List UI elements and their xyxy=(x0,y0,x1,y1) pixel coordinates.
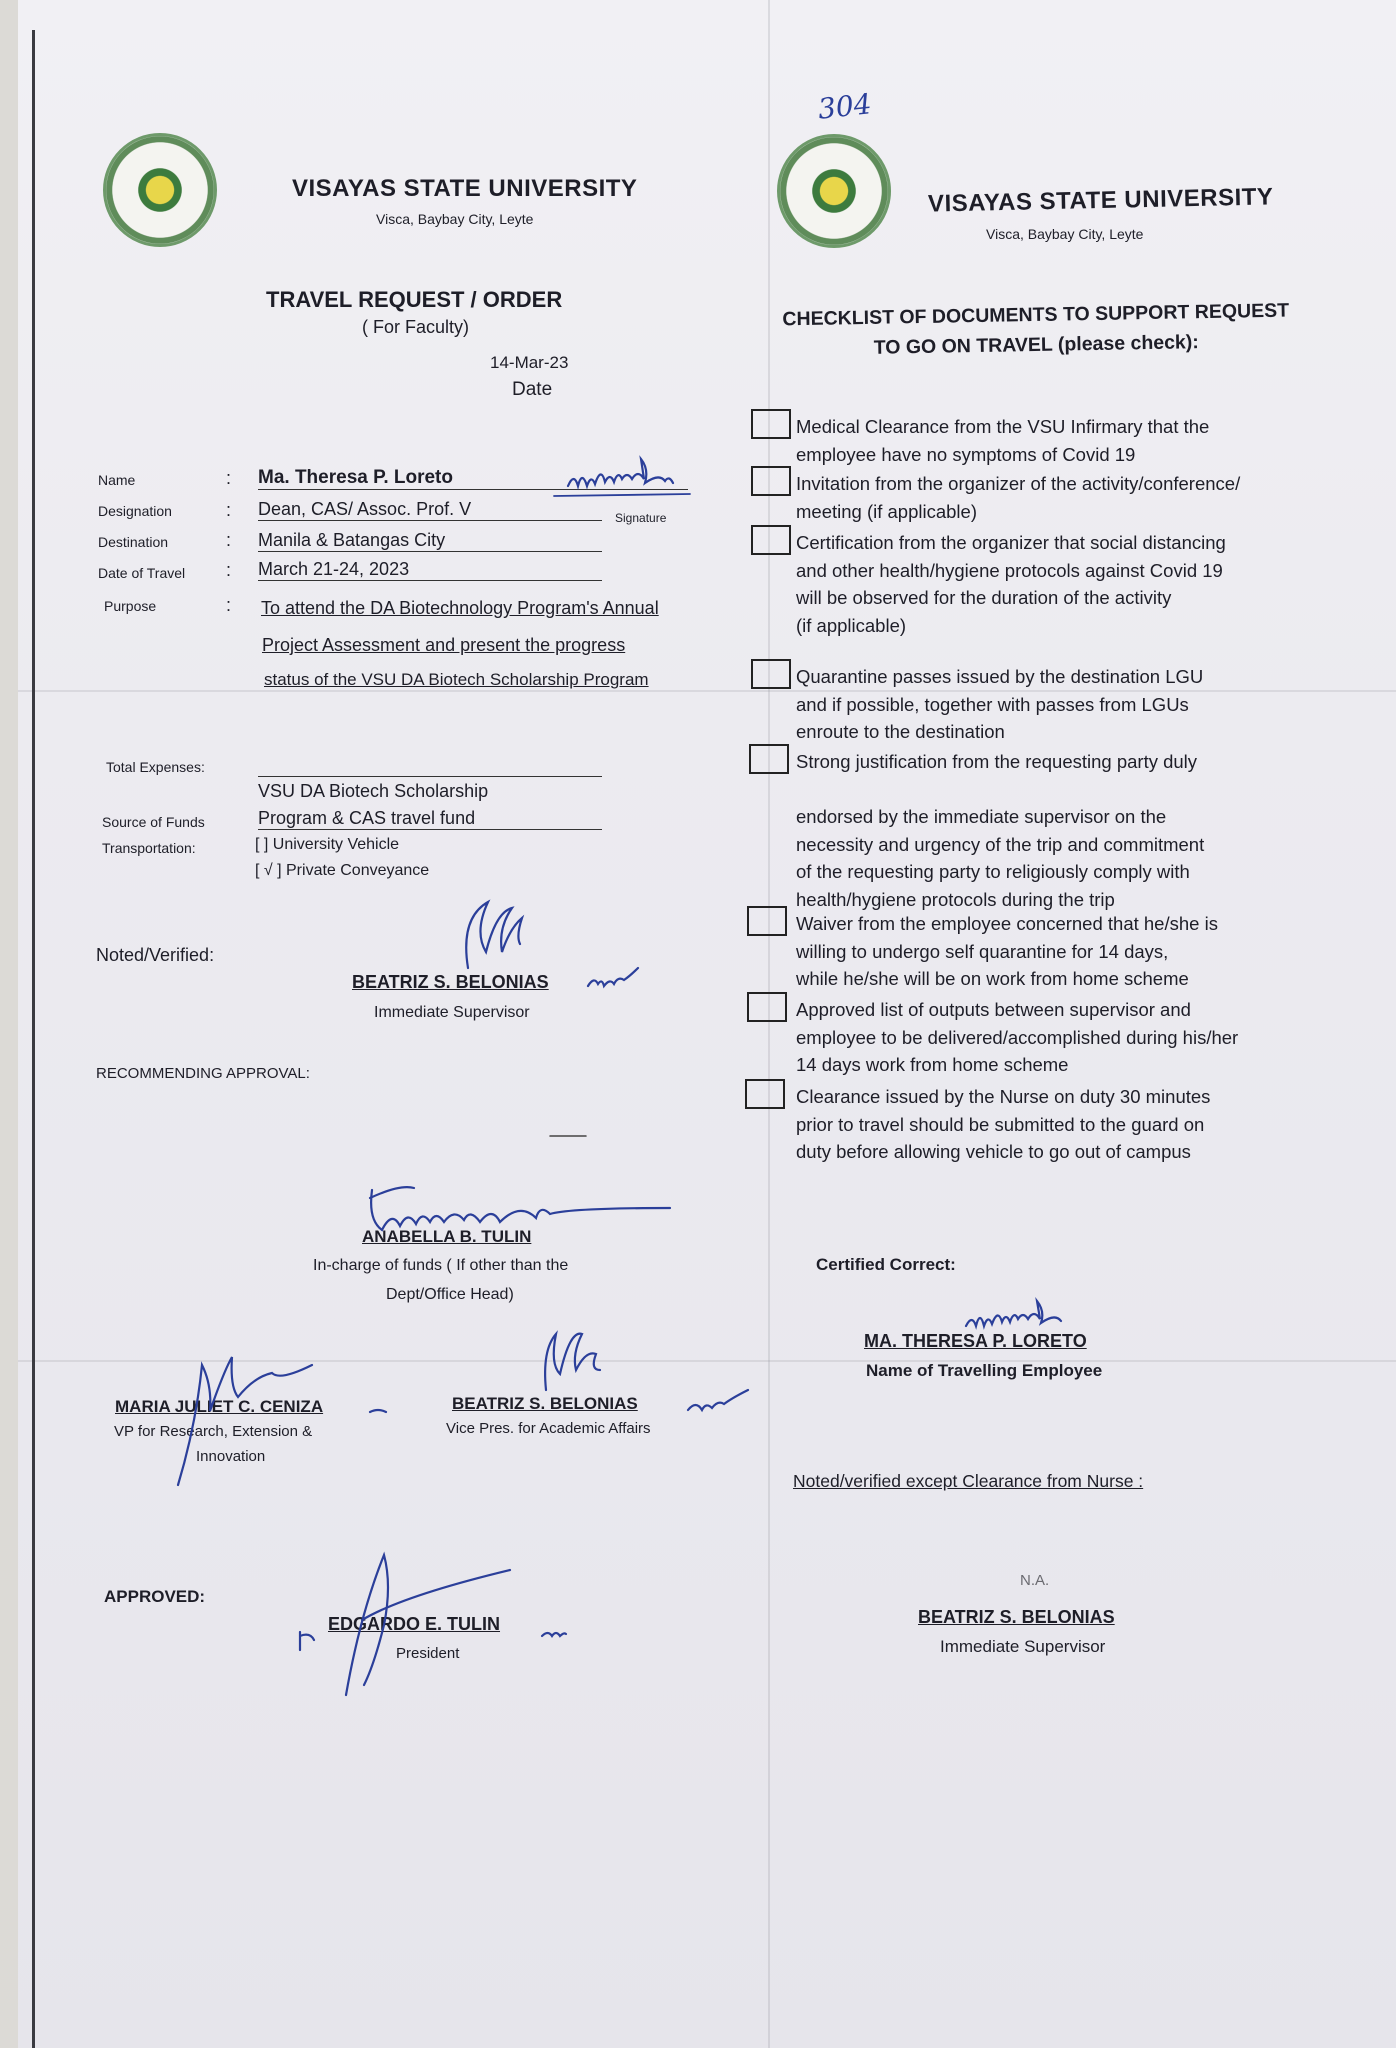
transport-option: [ √ ] Private Conveyance xyxy=(255,862,430,879)
purpose-label: Purpose xyxy=(104,598,157,614)
date-label: Date xyxy=(512,379,553,400)
checklist-title-line: CHECKLIST OF DOCUMENTS TO SUPPORT REQUEST xyxy=(782,299,1290,331)
checklist-item-text: Medical Clearance from the VSU Infirmary that the xyxy=(796,416,1210,437)
designation-label: Designation xyxy=(98,503,172,519)
checklist-item-text: (if applicable) xyxy=(796,614,907,636)
name-label: Name xyxy=(98,472,136,488)
supervisor-title: Immediate Supervisor xyxy=(374,1004,530,1021)
university-address: Visca, Baybay City, Leyte xyxy=(376,211,534,227)
checklist-item-text: enroute to the destination xyxy=(796,721,1005,742)
checklist-item-text: and other health/hygiene protocols against Covid 19 xyxy=(796,559,1223,581)
funds-incharge-title: Dept/Office Head) xyxy=(386,1286,514,1303)
checklist-item-text: 14 days work from home scheme xyxy=(796,1054,1069,1075)
checklist-item-text: while he/she will be on work from home scheme xyxy=(796,968,1189,989)
checklist-item-text: willing to undergo self quarantine for 14 days, xyxy=(796,940,1169,962)
checklist-item-text: Quarantine passes issued by the destination LGU xyxy=(796,666,1204,687)
checklist-item-text: duty before allowing vehicle to go out of campus xyxy=(796,1141,1191,1162)
supervisor-name: BEATRIZ S. BELONIAS xyxy=(918,1607,1115,1627)
funds-incharge-title: In-charge of funds ( If other than the xyxy=(313,1257,569,1274)
colon: : xyxy=(226,595,232,615)
vp-research-title: VP for Research, Extension & xyxy=(114,1423,313,1440)
checklist-item-text: Strong justification from the requesting party duly xyxy=(796,751,1198,772)
checklist-item-text: of the requesting party to religiously comply with xyxy=(796,861,1190,882)
date-value: 14-Mar-23 xyxy=(490,353,569,372)
employee-title: Name of Travelling Employee xyxy=(866,1361,1103,1380)
destination-value: Manila & Batangas City xyxy=(258,530,602,552)
date-of-travel-value: March 21-24, 2023 xyxy=(258,559,602,581)
checklist-item-text: meeting (if applicable) xyxy=(796,500,977,522)
checklist-item-text: Approved list of outputs between supervisor and xyxy=(796,999,1191,1020)
checklist-title-line: TO GO ON TRAVEL (please check): xyxy=(873,331,1199,359)
signature-loreto xyxy=(568,459,673,486)
checklist-item-text: employee to be delivered/accomplished during his/her xyxy=(796,1026,1239,1048)
purpose-line: status of the VSU DA Biotech Scholarship Program xyxy=(264,670,649,689)
colon: : xyxy=(226,468,232,488)
vp-academic-name: BEATRIZ S. BELONIAS xyxy=(452,1394,638,1413)
name-value: Ma. Theresa P. Loreto xyxy=(258,467,688,490)
university-address: Visca, Baybay City, Leyte xyxy=(986,226,1144,242)
checklist-item-text: Invitation from the organizer of the activity/conference/ xyxy=(796,473,1241,494)
checklist-item-text: and if possible, together with passes from LGUs xyxy=(796,693,1189,715)
president-title: President xyxy=(396,1645,460,1662)
total-expenses-label: Total Expenses: xyxy=(106,759,205,775)
supervisor-title: Immediate Supervisor xyxy=(940,1637,1106,1656)
checklist-item-text: Clearance issued by the Nurse on duty 30 minutes xyxy=(796,1086,1211,1107)
checklist-item-text: will be observed for the duration of the activity xyxy=(796,587,1172,608)
noted-except-label: Noted/verified except Clearance from Nurse : xyxy=(793,1471,1144,1491)
transportation-label: Transportation: xyxy=(102,840,196,856)
form-title: TRAVEL REQUEST / ORDER xyxy=(266,287,563,312)
transport-option: [ ] University Vehicle xyxy=(255,836,400,853)
president-name: EDGARDO E. TULIN xyxy=(328,1614,501,1634)
source-of-funds-label: Source of Funds xyxy=(102,814,205,830)
destination-label: Destination xyxy=(98,534,169,550)
checklist-item-text: Waiver from the employee concerned that he/she is xyxy=(796,913,1218,934)
checklist-item-text: Certification from the organizer that social distancing xyxy=(796,532,1226,553)
signature-belonias-vpaa xyxy=(545,1334,600,1390)
checklist-item-text: endorsed by the immediate supervisor on the xyxy=(796,806,1167,827)
noted-verified-label: Noted/Verified: xyxy=(96,945,215,965)
recommending-approval-label: RECOMMENDING APPROVAL: xyxy=(96,1065,310,1082)
purpose-line: Project Assessment and present the progress xyxy=(262,635,626,655)
funds-line: Program & CAS travel fund xyxy=(258,808,602,830)
vp-academic-title: Vice Pres. for Academic Affairs xyxy=(446,1420,651,1437)
handwritten-number: 304 xyxy=(816,87,874,126)
purpose-line: To attend the DA Biotechnology Program's Annual xyxy=(261,598,659,618)
signature-loreto-right xyxy=(966,1301,1061,1326)
certified-correct-label: Certified Correct: xyxy=(816,1255,956,1274)
signature-tulin xyxy=(371,1190,670,1230)
designation-value: Dean, CAS/ Assoc. Prof. V xyxy=(258,499,602,521)
colon: : xyxy=(226,530,232,550)
checklist-item-text: health/hygiene protocols during the trip xyxy=(796,888,1115,910)
form-subtitle: ( For Faculty) xyxy=(362,317,470,337)
university-name: VISAYAS STATE UNIVERSITY xyxy=(927,183,1274,218)
colon: : xyxy=(226,560,232,580)
signature-ceniza xyxy=(178,1357,312,1485)
date-of-travel-label: Date of Travel xyxy=(98,565,186,581)
checklist-item-text: employee have no symptoms of Covid 19 xyxy=(796,443,1136,465)
signature-belonias xyxy=(466,902,522,968)
na-mark: N.A. xyxy=(1020,1572,1050,1589)
supervisor-name: BEATRIZ S. BELONIAS xyxy=(352,972,549,992)
signature-label: Signature xyxy=(615,511,667,525)
employee-name: MA. THERESA P. LORETO xyxy=(864,1331,1087,1351)
colon: : xyxy=(226,500,232,520)
checklist-item-text: necessity and urgency of the trip and commitment xyxy=(796,833,1205,855)
funds-incharge-name: ANABELLA B. TULIN xyxy=(362,1227,532,1246)
vp-research-name: MARIA JULIET C. CENIZA xyxy=(115,1397,324,1416)
approved-label: APPROVED: xyxy=(104,1587,206,1606)
funds-line: VSU DA Biotech Scholarship xyxy=(258,781,489,801)
checklist-item-text: prior to travel should be submitted to the guard on xyxy=(796,1113,1205,1135)
university-name: VISAYAS STATE UNIVERSITY xyxy=(292,175,638,202)
vp-research-title: Innovation xyxy=(196,1448,266,1465)
signature-president xyxy=(300,1555,510,1695)
